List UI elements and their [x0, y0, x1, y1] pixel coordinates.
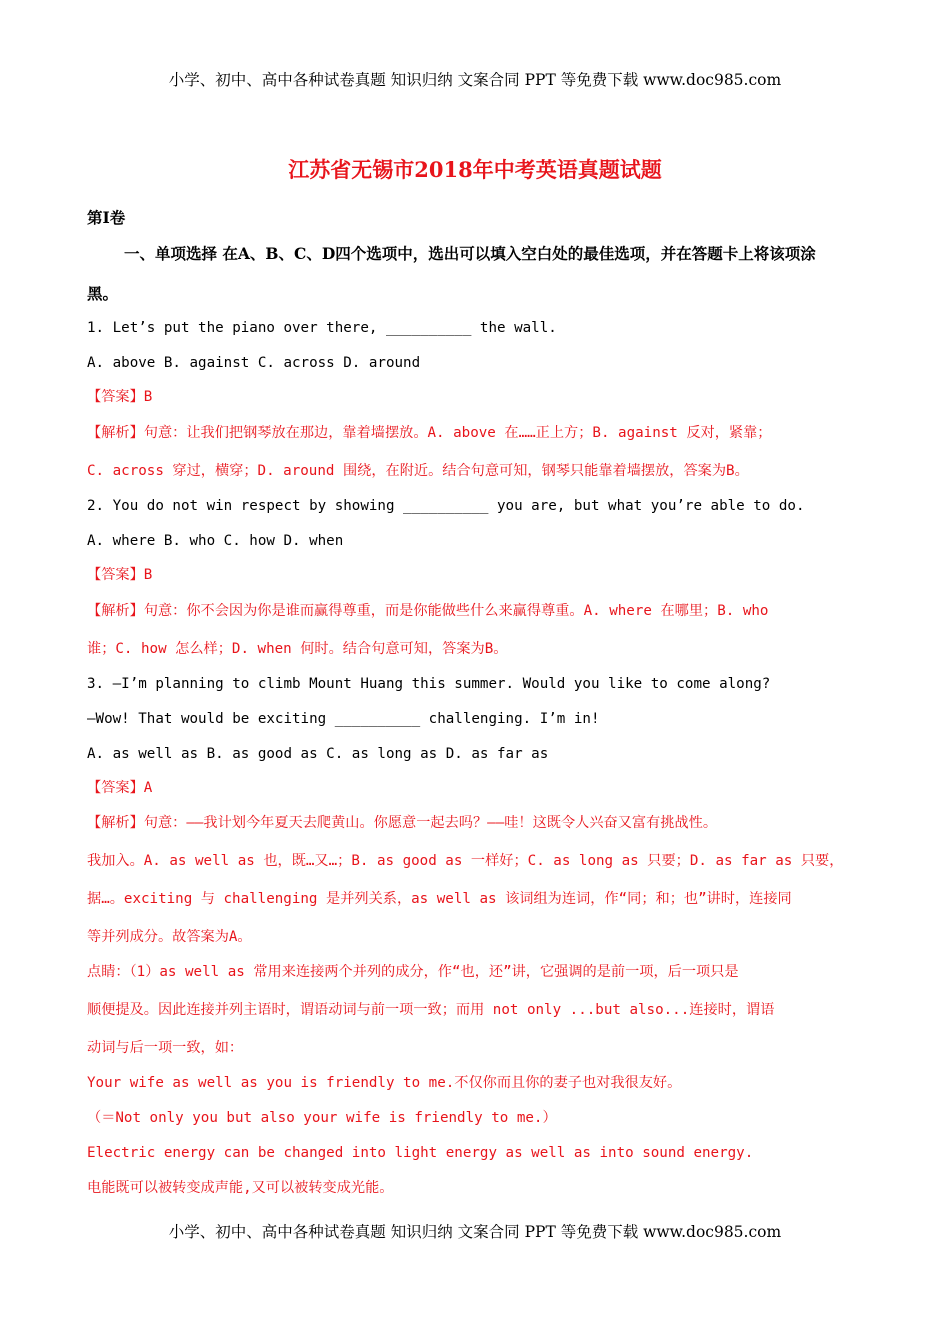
q3-tip-line-1: 点睛：（1）as well as 常用来连接两个并列的成分，作“也，还”讲，它强调的是前一项，后一项只是: [87, 964, 739, 980]
q3-tip-line-3: 动词与后一项一致，如：: [87, 1040, 244, 1056]
q2-answer: 【答案】B: [87, 567, 153, 583]
instruction-line-1: 一、单项选择 在A、B、C、D四个选项中，选出可以填入空白处的最佳选项，并在答题卡上将该项涂: [124, 244, 816, 263]
q1-analysis-line-1: 【解析】句意：让我们把钢琴放在那边，靠着墙摆放。A. above 在……正上方；B. against 反对，紧靠；: [87, 425, 772, 441]
q1-analysis-line-2: C. across 穿过，横穿；D. around 围绕，在附近。结合句意可知，钢琴只能靠着墙摆放，答案为B。: [87, 463, 749, 479]
q2-analysis-line-1: 【解析】句意：你不会因为你是谁而赢得尊重，而是你能做些什么来赢得尊重。A. where 在哪里；B. who: [87, 603, 769, 619]
section-heading: 第Ⅰ卷: [87, 208, 126, 227]
q3-stem-line-1: 3. —I’m planning to climb Mount Huang this summer. Would you like to come along?: [87, 676, 771, 692]
q3-example-line-3: Electric energy can be changed into light energy as well as into sound energy.: [87, 1145, 754, 1161]
q3-example-line-2: （＝Not only you but also your wife is friendly to me.）: [87, 1110, 557, 1126]
page-header: 小学、初中、高中各种试卷真题 知识归纳 文案合同 PPT 等免费下载 www.doc985.com: [168, 71, 782, 89]
q3-tip-line-2: 顺便提及。因此连接并列主语时，谓语动词与前一项一致；而用 not only ...but also...连接时，谓语: [87, 1002, 775, 1018]
instruction-line-2: 黑。: [87, 284, 119, 303]
q3-example-line-1: Your wife as well as you is friendly to me.不仅你而且你的妻子也对我很友好。: [87, 1075, 682, 1091]
q3-analysis-line-4: 等并列成分。故答案为A。: [87, 929, 252, 945]
q2-analysis-line-2: 谁；C. how 怎么样；D. when 何时。结合句意可知，答案为B。: [87, 641, 508, 657]
q3-stem-line-2: —Wow! That would be exciting __________ challenging. I’m in!: [87, 711, 600, 727]
q1-options: A. above B. against C. across D. around: [87, 355, 421, 371]
document-title: 江苏省无锡市2018年中考英语真题试题: [288, 157, 662, 182]
q1-stem: 1. Let’s put the piano over there, __________ the wall.: [87, 320, 557, 336]
q2-stem: 2. You do not win respect by showing __________ you are, but what you’re able to do.: [87, 498, 805, 514]
q3-analysis-line-3: 据…。exciting 与 challenging 是并列关系，as well as 该词组为连词，作“同；和；也”讲时，连接同: [87, 891, 792, 907]
q3-options: A. as well as B. as good as C. as long as D. as far as: [87, 746, 549, 762]
q2-options: A. where B. who C. how D. when: [87, 533, 344, 549]
q3-analysis-line-2: 我加入。A. as well as 也，既…又…；B. as good as 一样好；C. as long as 只要；D. as far as 只要，: [87, 853, 844, 869]
q3-answer: 【答案】A: [87, 780, 153, 796]
q3-analysis-line-1: 【解析】句意：——我计划今年夏天去爬黄山。你愿意一起去吗？——哇！这既令人兴奋又富有挑战性。: [87, 815, 718, 831]
q3-example-line-4: 电能既可以被转变成声能,又可以被转变成光能。: [87, 1180, 394, 1196]
page-footer: 小学、初中、高中各种试卷真题 知识归纳 文案合同 PPT 等免费下载 www.doc985.com: [168, 1223, 782, 1241]
q1-answer: 【答案】B: [87, 389, 153, 405]
